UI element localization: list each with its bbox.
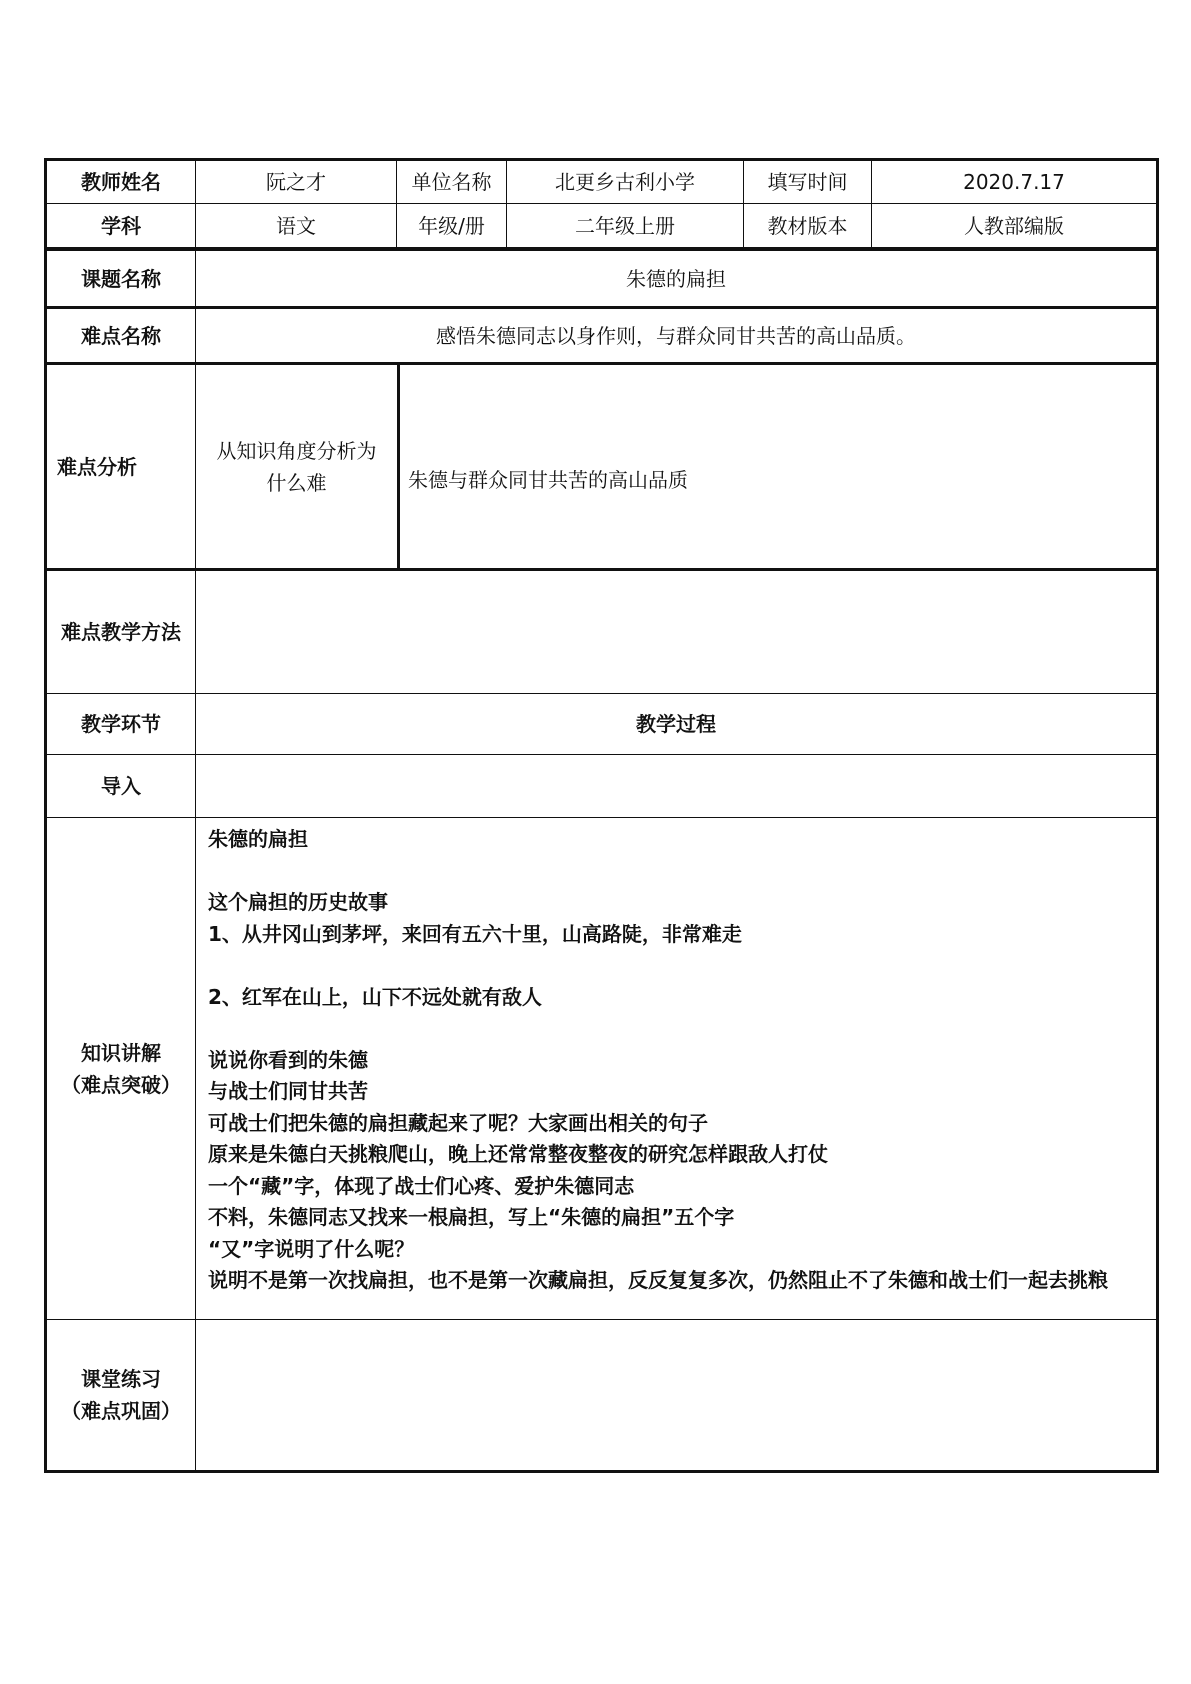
analysis-value: 朱德与群众同甘共苦的高山品质 (399, 364, 1158, 570)
intro-value (196, 755, 1158, 818)
knowledge-label-line1: 知识讲解 (81, 1040, 161, 1065)
analysis-sub-label (196, 364, 399, 570)
knowledge-line: 这个扁担的历史故事 (208, 890, 388, 914)
knowledge-line: 2、红军在山上，山下不远处就有敌人 (208, 984, 542, 1009)
knowledge-line: 说明不是第一次找扁担，也不是第一次藏扁担，反反复复多次，仍然阻止不了朱德和战士们一起去挑粮 (208, 1268, 1108, 1292)
knowledge-line: 不料，朱德同志又找来一根扁担，写上“朱德的扁担”五个字 (208, 1205, 735, 1229)
knowledge-content (196, 818, 1158, 1320)
knowledge-line: 朱德的扁担 (208, 827, 308, 851)
analysis-sub-label-line1: 从知识角度分析为 (216, 438, 377, 463)
process-section-value: 教学过程 (196, 694, 1158, 755)
topic-label: 课题名称 (46, 250, 196, 308)
analysis-label: 难点分析 (46, 364, 196, 570)
knowledge-line: 可战士们把朱德的扁担藏起来了呢？大家画出相关的句子 (208, 1110, 708, 1135)
grade-value: 二年级上册 (507, 204, 744, 248)
edition-label: 教材版本 (744, 204, 872, 248)
analysis-sub-label-line2: 什么难 (266, 470, 327, 495)
lesson-form (44, 158, 1156, 1473)
difficulty-label: 难点名称 (46, 308, 196, 364)
difficulty-value: 感悟朱德同志以身作则，与群众同甘共苦的高山品质。 (196, 308, 1158, 364)
body-table (44, 248, 1159, 1473)
knowledge-line: 说说你看到的朱德 (208, 1047, 368, 1072)
unit-name-value: 北更乡古利小学 (507, 160, 744, 204)
grade-label: 年级/册 (397, 204, 507, 248)
header-table (44, 158, 1159, 248)
practice-content (196, 1320, 1158, 1472)
practice-label-line1: 课堂练习 (81, 1367, 161, 1391)
topic-value: 朱德的扁担 (196, 250, 1158, 308)
method-label: 难点教学方法 (46, 570, 196, 694)
practice-label (46, 1320, 196, 1472)
knowledge-label (46, 818, 196, 1320)
method-value (196, 570, 1158, 694)
subject-label: 学科 (46, 204, 196, 248)
practice-label-line2: （难点巩固） (61, 1399, 181, 1423)
process-section-label: 教学环节 (46, 694, 196, 755)
knowledge-line: “又”字说明了什么呢？ (208, 1236, 415, 1261)
knowledge-line: 原来是朱德白天挑粮爬山，晚上还常常整夜整夜的研究怎样跟敌人打仗 (208, 1142, 828, 1166)
knowledge-label-line2: （难点突破） (61, 1072, 181, 1097)
intro-label: 导入 (46, 755, 196, 818)
unit-name-label: 单位名称 (397, 160, 507, 204)
subject-value: 语文 (196, 204, 397, 248)
edition-value: 人教部编版 (872, 204, 1158, 248)
fill-date-value: 2020.7.17 (872, 160, 1158, 204)
teacher-name-label: 教师姓名 (46, 160, 196, 204)
knowledge-line: 1、从井冈山到茅坪，来回有五六十里，山高路陡，非常难走 (208, 921, 742, 946)
knowledge-line: 与战士们同甘共苦 (208, 1079, 368, 1103)
knowledge-line: 一个“藏”字，体现了战士们心疼、爱护朱德同志 (208, 1173, 635, 1198)
teacher-name-value: 阮之才 (196, 160, 397, 204)
fill-date-label: 填写时间 (744, 160, 872, 204)
